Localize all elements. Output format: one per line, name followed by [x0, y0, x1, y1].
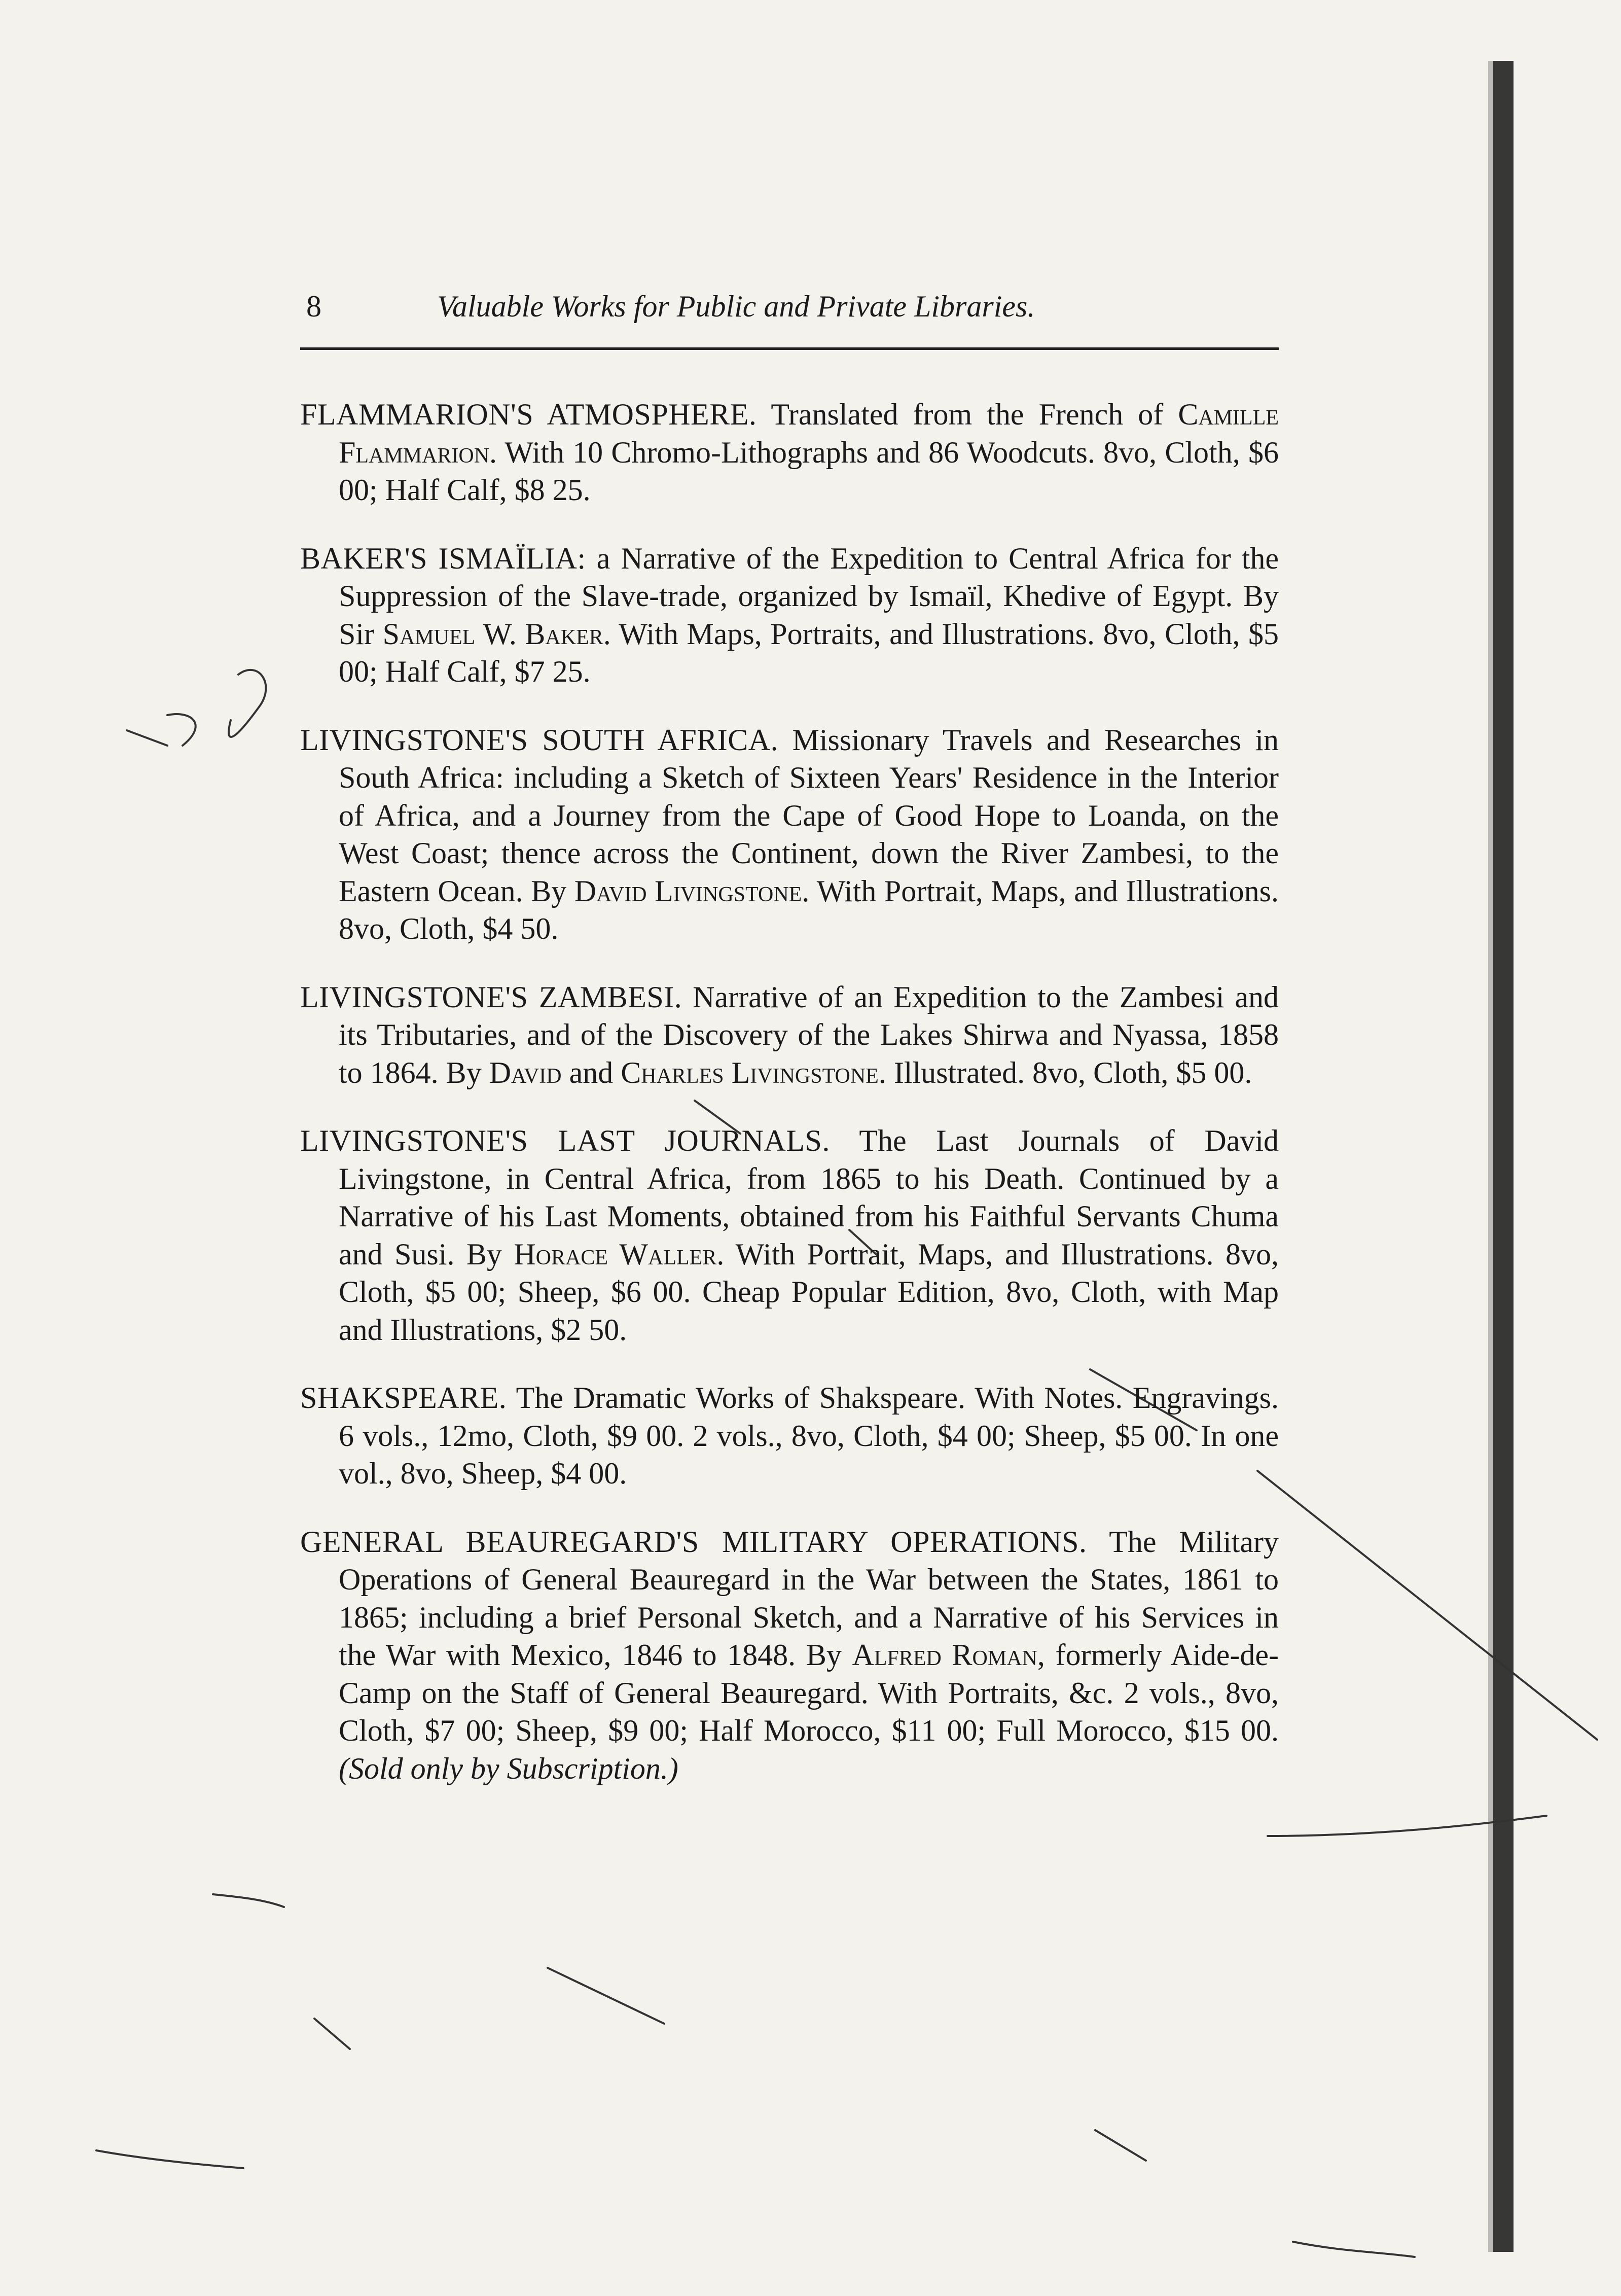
book-entry	[300, 1122, 1279, 1349]
binding-edge-gradient	[1488, 61, 1493, 2252]
pencil-line	[1257, 1471, 1597, 1740]
pencil-line	[213, 1894, 284, 1907]
book-title: FLAMMARION'S ATMOSPHERE.	[300, 398, 757, 431]
pencil-scribble	[167, 714, 196, 746]
subscription-note: (Sold only by Subscription.)	[339, 1751, 678, 1785]
book-details: , formerly Aide-de-Camp on the Staff of General Beauregard. With Portraits, &c. 2 vols., 8vo, Cloth, $7 00; Sheep, $9 00; Half Morocco, $11 00; Full Morocco, $15 00.	[339, 1638, 1279, 1747]
pencil-line	[96, 2150, 243, 2168]
pencil-stroke	[548, 1968, 664, 2024]
book-description: Translated from the French of	[757, 398, 1178, 431]
page-number: 8	[306, 290, 321, 323]
pencil-stroke	[1095, 2130, 1146, 2161]
author-name: Samuel W. Baker	[382, 617, 603, 651]
book-list	[300, 365, 1279, 1800]
book-description: a Narrative of the Expedition to Central Africa for the Suppression of the Slave-trade, organized by Ismaïl, Khedive of Egypt. By Sir	[339, 541, 1279, 651]
book-details: . With Portrait, Maps, and Illustrations. 8vo, Cloth, $5 00; Sheep, $6 00. Cheap Popular Edition, 8vo, Cloth, with Map and Illustrations, $2 50.	[339, 1237, 1279, 1347]
book-details: . With 10 Chromo-Lithographs and 86 Woodcuts. 8vo, Cloth, $6 00; Half Calf, $8 25.	[339, 435, 1279, 507]
pencil-stroke	[127, 730, 167, 746]
book-details: . With Portrait, Maps, and Illustrations. 8vo, Cloth, $4 50.	[339, 874, 1279, 945]
book-title: LIVINGSTONE'S SOUTH AFRICA.	[300, 723, 779, 757]
author-name: Camille Flammarion	[339, 398, 1279, 469]
book-entry	[300, 721, 1279, 948]
pencil-line	[1293, 2242, 1415, 2257]
header-rule	[300, 347, 1279, 350]
author-name: Alfred Roman	[852, 1638, 1037, 1672]
pencil-stroke	[314, 2019, 350, 2049]
book-entry	[300, 1379, 1279, 1493]
running-header	[300, 289, 1279, 330]
book-details: . Illustrated. 8vo, Cloth, $5 00.	[878, 1055, 1252, 1089]
book-title: BAKER'S ISMAÏLIA:	[300, 541, 586, 575]
book-title: GENERAL BEAUREGARD'S MILITARY OPERATIONS.	[300, 1525, 1087, 1559]
book-description: The Military Operations of General Beauregard in the War between the States, 1861 to 1865; including a brief Personal Sketch, and a Narrative of his Services in the War with Mexico, 1846 to 1848. By	[339, 1525, 1279, 1672]
pencil-scribble	[229, 670, 266, 737]
binding-edge-shadow	[1493, 61, 1514, 2252]
book-entry	[300, 1523, 1279, 1788]
book-entry	[300, 978, 1279, 1092]
author-name: Charles Livingstone	[621, 1055, 879, 1089]
book-title: LIVINGSTONE'S ZAMBESI.	[300, 980, 682, 1014]
author-name: Horace Waller	[514, 1237, 717, 1271]
book-description: The Last Journals of David Livingstone, in Central Africa, from 1865 to his Death. Continued by a Narrative of his Last Moments, obtained from his Faithful Servants Chuma and Susi. By	[339, 1124, 1279, 1271]
book-entry	[300, 540, 1279, 691]
book-entry	[300, 396, 1279, 509]
book-description: Narrative of an Expedition to the Zambesi and its Tributaries, and of the Discovery of the Lakes Shirwa and Nyassa, 1858 to 1864. By	[339, 980, 1279, 1089]
book-title: SHAKSPEARE.	[300, 1381, 507, 1415]
book-description: Missionary Travels and Researches in South Africa: including a Sketch of Sixteen Years' Residence in the Interior of Africa, and a Journey from the Cape of Good Hope to Loanda, on the West Coast; thence across the Continent, down the River Zambesi, to the Eastern Ocean. By	[339, 723, 1279, 908]
author-name: David	[489, 1055, 562, 1089]
book-title: LIVINGSTONE'S LAST JOURNALS.	[300, 1124, 830, 1157]
book-details: . With Maps, Portraits, and Illustrations. 8vo, Cloth, $5 00; Half Calf, $7 25.	[339, 617, 1279, 688]
running-title: Valuable Works for Public and Private Libraries.	[437, 290, 1035, 323]
book-text: and	[561, 1055, 621, 1089]
author-name: David Livingstone	[574, 874, 802, 908]
book-description: The Dramatic Works of Shakspeare. With Notes. Engravings. 6 vols., 12mo, Cloth, $9 00. 2 vols., 8vo, Cloth, $4 00; Sheep, $5 00. In one vol., 8vo, Sheep, $4 00.	[339, 1381, 1279, 1490]
